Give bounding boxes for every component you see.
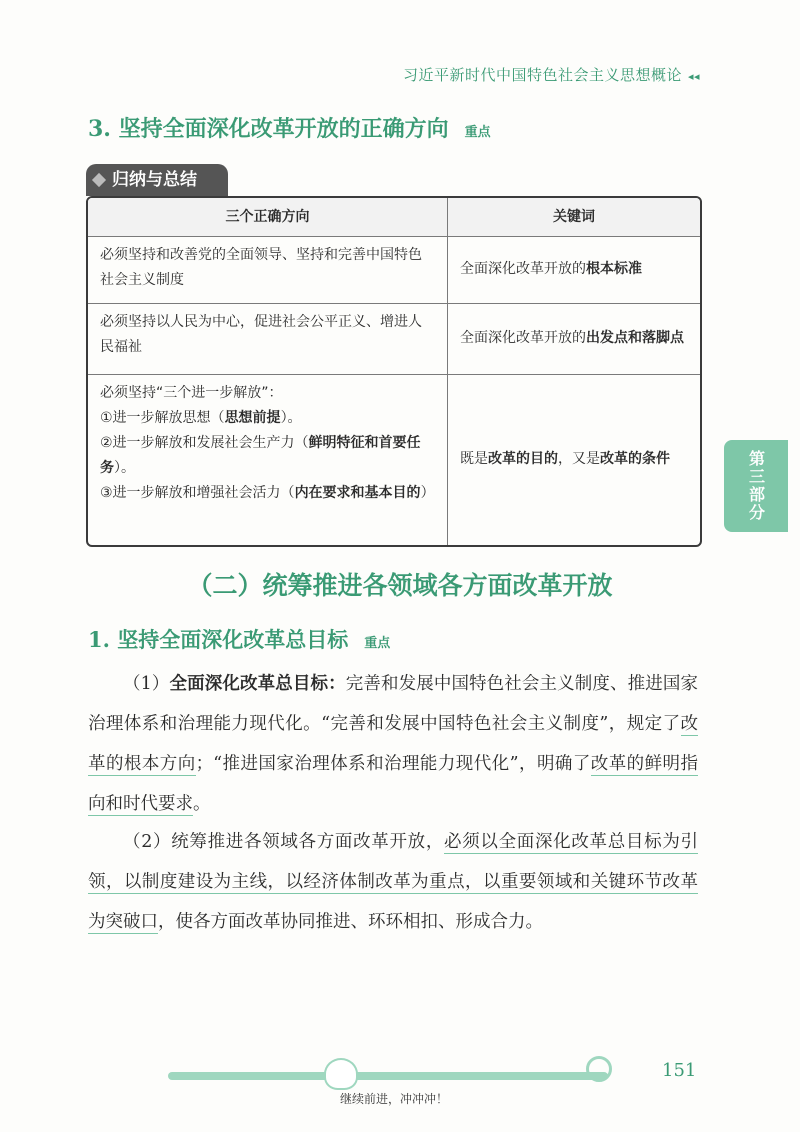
key-point-tag: 重点 <box>364 636 391 651</box>
cell-text-part: ，又是 <box>558 450 600 467</box>
underlined-text: 改革的根本方向 <box>88 714 698 774</box>
section-2-title: （二）统筹推进各领域各方面改革开放 <box>187 571 613 600</box>
table-header-cell: 三个正确方向 <box>88 198 448 236</box>
subsection-1-title: 1. 坚持全面深化改革总目标 <box>88 627 349 652</box>
cell-text-part: ①进一步解放思想（ <box>100 410 225 426</box>
footer-caption: 继续前进，冲冲冲！ <box>340 1092 449 1106</box>
running-header <box>403 64 700 85</box>
table-cell <box>88 304 448 374</box>
paragraph-1 <box>88 664 698 824</box>
cell-text: 必须坚持和改善党的全面领导、坚持和完善中国特色社会主义制度 <box>100 247 422 288</box>
running-header-text: 习近平新时代中国特色社会主义思想概论 <box>402 66 682 84</box>
directions-table <box>86 196 702 547</box>
cell-text <box>460 326 684 351</box>
table-row <box>88 303 700 374</box>
table-header-row <box>88 198 700 236</box>
page-number: 151 <box>662 1060 697 1081</box>
table-cell <box>448 304 700 374</box>
para-bold-text: 全面深化改革总目标： <box>169 674 346 694</box>
para-text: （1） <box>123 674 170 694</box>
cell-text-part: 全面深化改革开放的 <box>460 260 586 277</box>
mascot-icon <box>324 1058 358 1090</box>
cell-text: 必须坚持以人民为中心，促进社会公平正义、增进人民福祉 <box>100 314 422 355</box>
cell-keyword: 思想前提 <box>224 410 281 426</box>
table-row <box>88 236 700 303</box>
cell-text-part: 既是 <box>460 450 488 467</box>
section-3-heading <box>88 112 491 143</box>
table-row <box>88 374 700 545</box>
cell-keyword: 改革的条件 <box>600 450 670 467</box>
key-point-tag: 重点 <box>464 125 491 140</box>
cell-keyword: 内在要求和基本目的 <box>294 485 421 501</box>
cell-text <box>100 406 435 431</box>
cell-text <box>100 481 435 506</box>
section-3-title: 3. 坚持全面深化改革开放的正确方向 <box>88 116 449 142</box>
cell-text-part: 全面深化改革开放的 <box>460 329 586 346</box>
table-header-cell: 关键词 <box>553 209 595 225</box>
footer-progress-bar <box>168 1072 608 1080</box>
table-cell <box>448 375 700 545</box>
table-cell <box>448 237 700 303</box>
cell-text <box>100 431 435 481</box>
summary-label <box>86 164 228 196</box>
cell-keyword: 出发点和落脚点 <box>586 329 684 346</box>
para-text: ；“推进国家治理体系和治理能力现代化”，明确了 <box>195 754 591 774</box>
para-text: ，使各方面改革协同推进、环环相扣、形成合力。 <box>158 912 543 932</box>
table-cell <box>88 237 448 303</box>
para-text: 完善和发展中国特色社会主义制度、推进国家治理体系和治理能力现代化。“完善和发展中国特色社会主义制度”，规定了 <box>88 674 699 734</box>
underlined-text: 改革的鲜明指向和时代要求 <box>88 754 698 814</box>
para-text: 。 <box>193 794 211 814</box>
cell-text: 必须坚持“三个进一步解放”： <box>100 385 283 401</box>
cell-text <box>460 447 670 472</box>
cell-text-part: ）。 <box>280 410 302 426</box>
cell-text-part: ③进一步解放和增强社会活力（ <box>100 485 295 501</box>
part-three-side-tab[interactable]: 第三部分 <box>724 440 788 532</box>
cell-keyword: 根本标准 <box>586 260 642 277</box>
cell-text-part: ）。 <box>114 460 135 476</box>
paragraph-2 <box>88 822 698 942</box>
cell-text-part: ②进一步解放和发展社会生产力（ <box>100 435 309 451</box>
subsection-1-heading <box>88 624 390 654</box>
cell-keyword: 改革的目的 <box>488 450 558 467</box>
underlined-text: 必须以全面深化改革总目标为引领，以制度建设为主线，以经济体制改革为重点，以重要领域和关键环节改革为突破口 <box>88 832 699 932</box>
swirl-icon <box>586 1056 612 1082</box>
cell-text-part: ） <box>420 485 435 501</box>
double-left-arrow-icon: ◂◂ <box>687 70 700 83</box>
cell-keyword: 鲜明特征和首要任务 <box>100 435 421 476</box>
table-cell <box>88 375 448 545</box>
para-text: （2）统筹推进各领域各方面改革开放， <box>123 832 445 852</box>
cell-text <box>460 257 642 282</box>
summary-label-text: 归纳与总结 <box>112 170 197 190</box>
